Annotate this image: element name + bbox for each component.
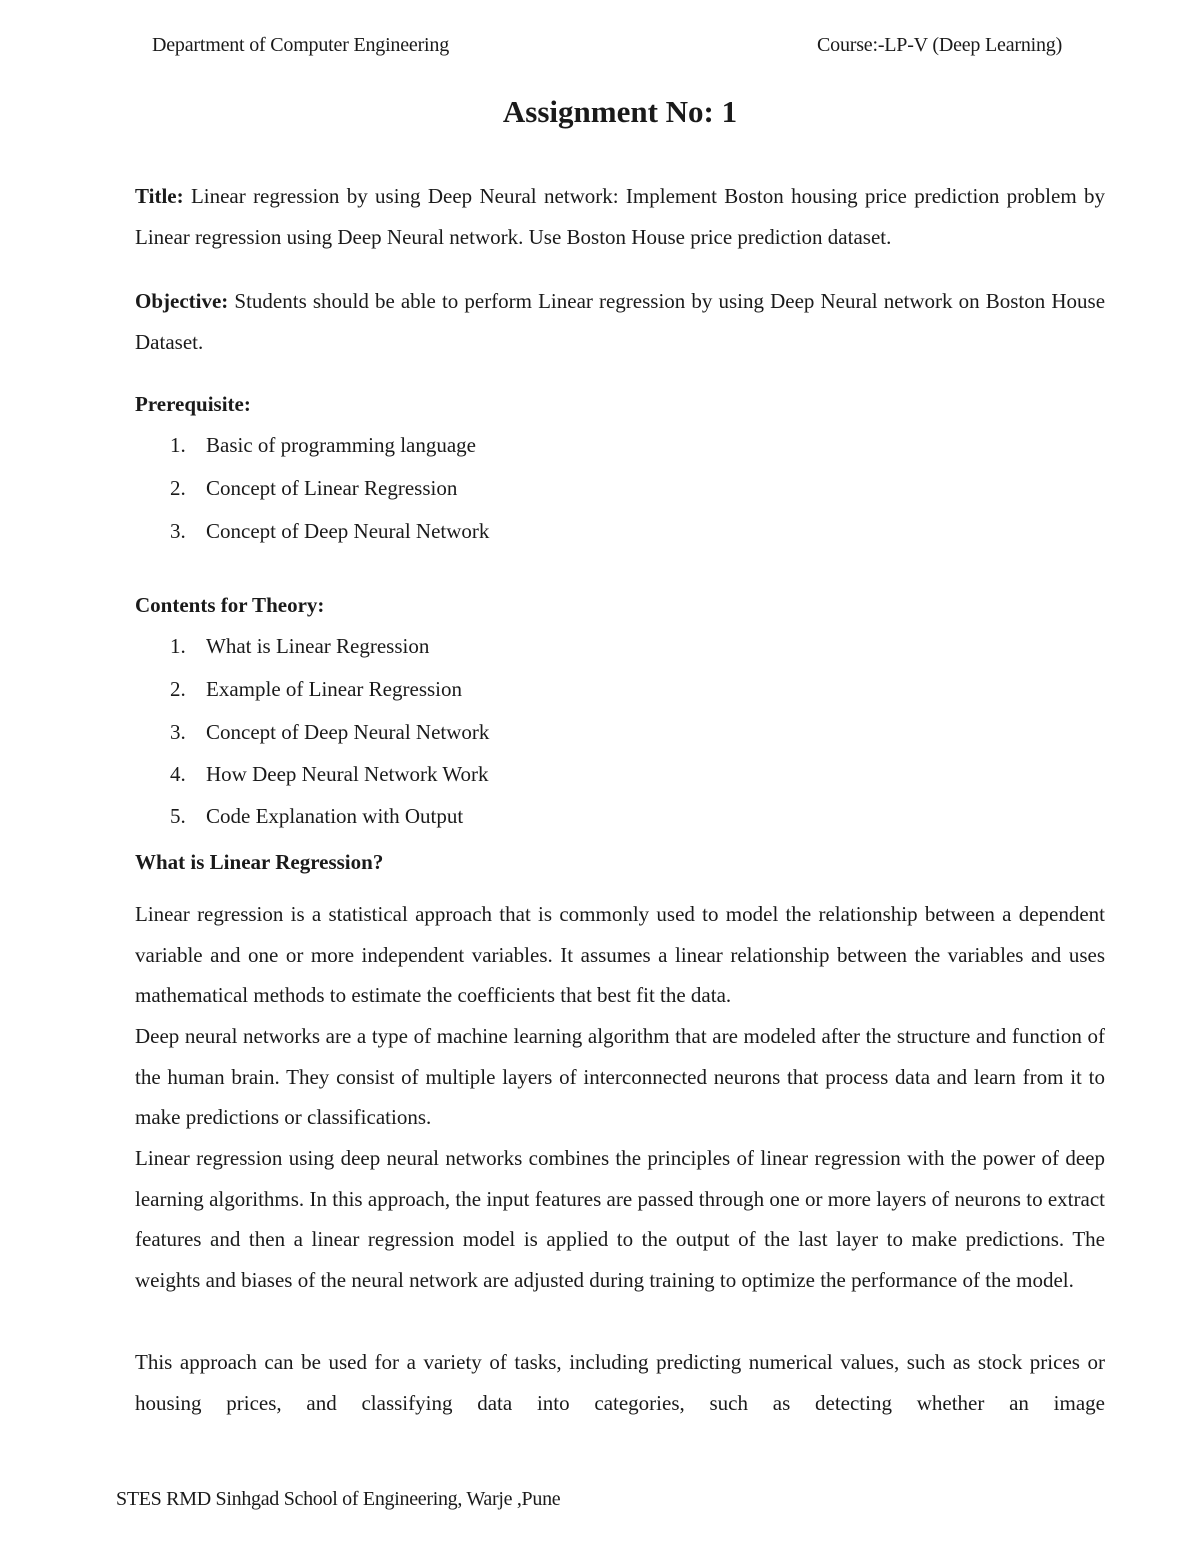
list-number: 5. [170,804,186,828]
list-text: Concept of Linear Regression [206,476,458,500]
list-item [170,634,429,659]
title-text: Linear regression by using Deep Neural network: Implement Boston housing price prediction problem by Linear regression using Deep Neural network. Use Boston House price prediction dataset. [135,184,1105,249]
list-number: 1. [170,634,186,658]
list-text: Code Explanation with Output [206,804,464,828]
body-paragraph: This approach can be used for a variety of tasks, including predicting numerical values, such as stock prices or housing prices, and classifying data into categories, such as detecting whether an image [135,1350,1105,1415]
list-number: 4. [170,762,186,786]
title-paragraph [135,176,1105,257]
list-number: 2. [170,677,186,701]
contents-heading: Contents for Theory: [135,593,325,617]
list-number: 3. [170,519,186,543]
list-number: 3. [170,720,186,744]
list-item [170,476,457,501]
list-text: Concept of Deep Neural Network [206,519,490,543]
body-paragraph: Linear regression using deep neural networks combines the principles of linear regression with the power of deep learning algorithms. In this approach, the input features are passed through one or more layers of neurons to extract features and then a linear regression model is applied to the output of the last layer to make predictions. The weights and biases of the neural network are adjusted during training to optimize the performance of the model. [135,1146,1105,1293]
list-text: Basic of programming language [206,433,477,457]
linear-regression-heading: What is Linear Regression? [135,850,384,874]
list-item [170,762,489,787]
list-item [170,677,462,702]
list-text: Concept of Deep Neural Network [206,720,490,744]
title-label: Title: [135,184,184,208]
objective-paragraph [135,281,1105,362]
list-item [170,433,476,458]
list-text: What is Linear Regression [206,634,430,658]
assignment-title: Assignment No: 1 [502,94,738,129]
list-item [170,804,463,829]
list-item [170,519,489,544]
page-header-left: Department of Computer Engineering [152,34,449,56]
page-footer: STES RMD Sinhgad School of Engineering, Warje ,Pune [116,1488,561,1510]
list-number: 1. [170,433,186,457]
list-item [170,720,489,745]
objective-text: Students should be able to perform Linear regression by using Deep Neural network on Boston House Dataset. [135,289,1106,354]
page-header-right: Course:-LP-V (Deep Learning) [817,34,1063,56]
list-text: How Deep Neural Network Work [206,762,489,786]
prerequisite-heading: Prerequisite: [135,392,251,416]
body-paragraph: Deep neural networks are a type of machine learning algorithm that are modeled after the structure and function of the human brain. They consist of multiple layers of interconnected neurons that process data and learn from it to make predictions or classifications. [135,1024,1105,1130]
list-number: 2. [170,476,186,500]
objective-label: Objective: [135,289,229,313]
body-paragraph: Linear regression is a statistical approach that is commonly used to model the relationship between a dependent variable and one or more independent variables. It assumes a linear relationship between the variables and uses mathematical methods to estimate the coefficients that best fit the data. [135,902,1105,1008]
list-text: Example of Linear Regression [206,677,462,701]
